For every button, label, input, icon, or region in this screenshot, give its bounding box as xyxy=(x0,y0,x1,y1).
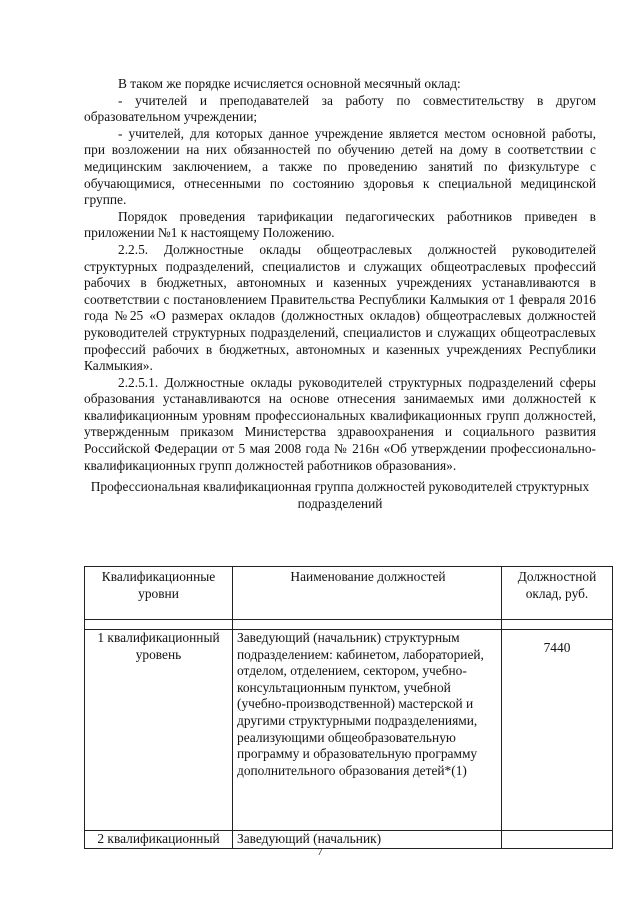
table-row xyxy=(85,630,613,831)
paragraph-tariff-procedure: Порядок проведения тарификации педагогических работников приведен в приложении №1 к настоящему Положению. xyxy=(84,208,596,241)
table-header-row xyxy=(85,567,613,620)
paragraph-2-2-5-1: 2.2.5.1. Должностные оклады руководителей структурных подразделений сферы образования устанавливаются на основе отнесения занимаемых ими должностей к квалификационным уровням профессиональных квалификационных групп должностей, утвержденным приказом Министерства здравоохранения и социального развития Российской Федерации от 5 мая 2008 года № 216н «Об утверждении профессионально-квалификационных групп должностей работников образования». xyxy=(84,374,596,473)
cell-positions: Заведующий (начальник) xyxy=(233,831,502,849)
paragraph-home-teaching: - учителей, для которых данное учреждение является местом основной работы, при возложении на них обязанностей по обучению детей на дому в соответствии с медицинским заключением, а также по проведению занятий по физкультуре с обучающимися, отнесенными по состоянию здоровья к специальной медицинской группе. xyxy=(84,125,596,208)
salary-value: 7440 xyxy=(543,640,571,655)
qualification-table xyxy=(84,566,613,849)
paragraph-part-time-teachers: - учителей и преподавателей за работу по совместительству в другом образовательном учреждении; xyxy=(84,92,596,125)
header-positions: Наименование должностей xyxy=(233,567,502,620)
table-caption: Профессиональная квалификационная группа должностей руководителей структурных подразделений xyxy=(90,479,590,511)
paragraph-2-2-5: 2.2.5. Должностные оклады общеотраслевых должностей руководителей структурных подразделений, специалистов и служащих общеотраслевых профессий рабочих в бюджетных, автономных и казенных учреждениях устанавливаются в соответствии с постановлением Правительства Республики Калмыкия от 1 февраля 2016 года №25 «О размерах окладов (должностных окладов) общеотраслевых должностей руководителей структурных подразделений, специалистов и служащих общеотраслевых профессий рабочих в бюджетных, автономных и казенных учреждениях Республики Калмыкия». xyxy=(84,241,596,374)
cell-salary xyxy=(502,630,613,831)
cell-level: 2 квалификационный xyxy=(85,831,233,849)
header-levels: Квалификационные уровни xyxy=(85,567,233,620)
page-number: 7 xyxy=(317,846,323,858)
cell-level: 1 квалификационный уровень xyxy=(85,630,233,831)
table-spacer-row xyxy=(85,620,613,630)
body-text xyxy=(84,76,596,512)
header-salary: Должностной оклад, руб. xyxy=(502,567,613,620)
paragraph-salary-order: В таком же порядке исчисляется основной месячный оклад: xyxy=(118,76,461,91)
cell-positions: Заведующий (начальник) структурным подразделением: кабинетом, лабораторией, отделом, отделением, сектором, учебно-консультационным пунктом, учебной (учебно-производственной) мастерской и другими структурными подразделениями, реализующими общеобразовательную программу и образовательную программу дополнительного образования детей*(1) xyxy=(233,630,502,831)
